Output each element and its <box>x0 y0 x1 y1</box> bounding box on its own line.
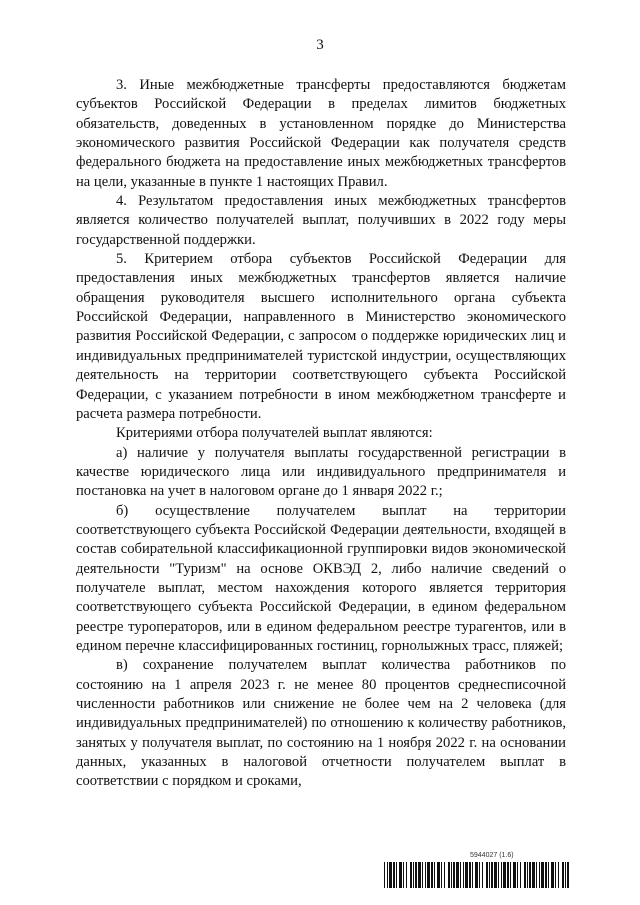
page-number: 3 <box>316 37 324 53</box>
paragraph-criteria-intro: Критериями отбора получателей выплат являются: <box>116 425 433 442</box>
document-body <box>76 76 566 792</box>
barcode-icon <box>384 862 570 888</box>
paragraph-criterion-b: б) осуществление получателем выплат на территории соответствующего субъекта Российской Федерации деятельности, входящей в состав собирательной классификационной группировки видов экономической деятельности "Туризм" на основе ОКВЭД 2, либо наличие сведений о получателе выплат, местом нахождения которого является территория соответствующего субъекта Российской Федерации, в едином федеральном реестре туроператоров, или в едином федеральном реестре турагентов, или в едином перечне классифицированных гостиниц, горнолыжных трасс, пляжей; <box>76 502 566 654</box>
document-code: 5944027 (1.6) <box>470 852 514 859</box>
paragraph-5: 5. Критерием отбора субъектов Российской Федерации для предоставления иных межбюджетных трансфертов является наличие обращения руководителя высшего исполнительного органа субъекта Российской Федерации, направленного в Министерство экономического развития Российской Федерации, с запросом о поддержке юридических лиц и индивидуальных предпринимателей туристской индустрии, осуществляющих деятельность на территории соответствующего субъекта Российской Федерации, с указанием потребности в ином межбюджетном трансферте и расчета размера потребности. <box>76 251 566 422</box>
paragraph-criterion-v: в) сохранение получателем выплат количества работников по состоянию на 1 апреля 2023 г. не менее 80 процентов среднесписочной численности работников или снижение не более чем на 2 человека (для индивидуальных предпринимателей) по отношению к количеству работников, занятых у получателя выплат, по состоянию на 1 ноября 2022 г. на основании данных, указанных в налоговой отчетности получателем выплат в соответствии с порядком и сроками, <box>76 657 566 790</box>
paragraph-4: 4. Результатом предоставления иных межбюджетных трансфертов является количество получателей выплат, получивших в 2022 году меры государственной поддержки. <box>76 193 566 248</box>
paragraph-criterion-a: а) наличие у получателя выплаты государственной регистрации в качестве юридического лица или индивидуального предпринимателя и постановка на учет в налоговом органе до 1 января 2022 г.; <box>76 444 566 500</box>
paragraph-3: 3. Иные межбюджетные трансферты предоставляются бюджетам субъектов Российской Федерации в пределах лимитов бюджетных обязательств, доведенных в установленном порядке до Министерства экономического развития Российской Федерации как получателя средств федерального бюджета на предоставление иных межбюджетных трансфертов на цели, указанные в пункте 1 настоящих Правил. <box>76 77 566 190</box>
